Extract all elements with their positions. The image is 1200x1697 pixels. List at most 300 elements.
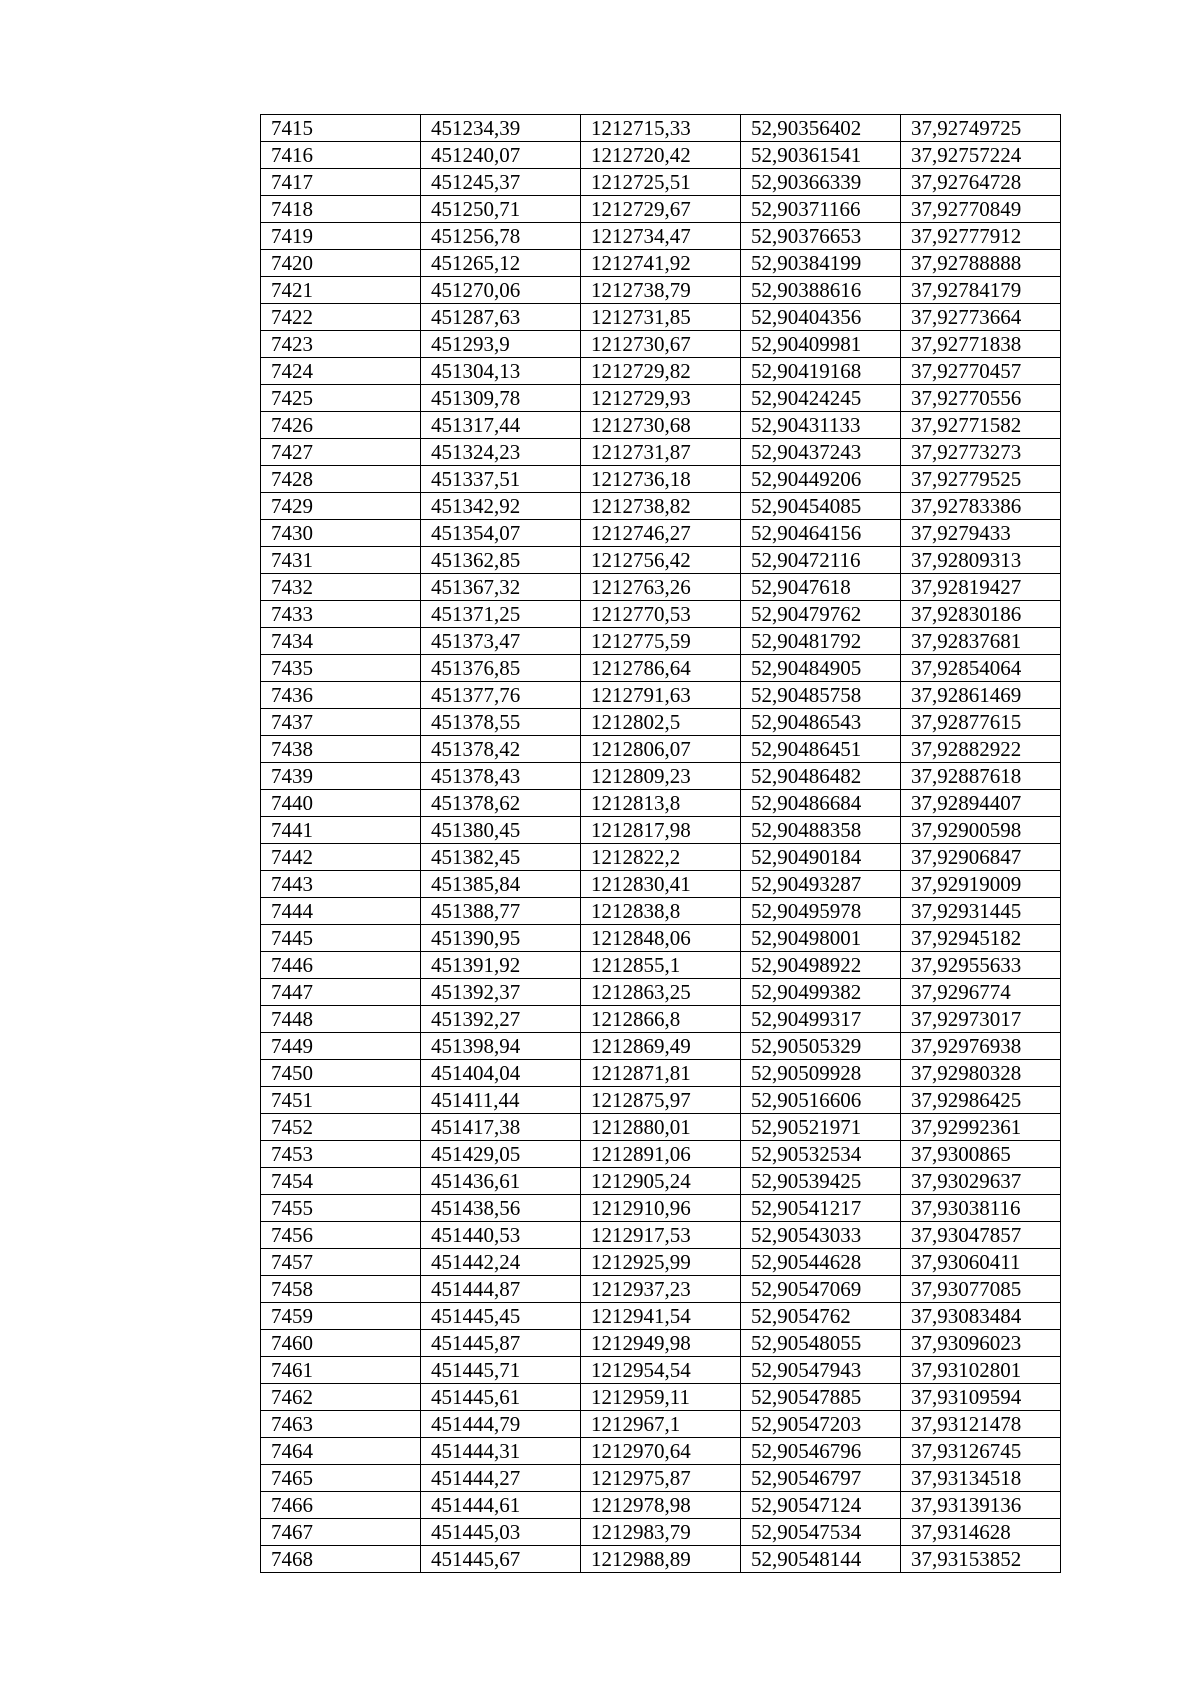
point-number-cell: 7436 <box>261 682 421 709</box>
point-number-cell: 7417 <box>261 169 421 196</box>
table-row <box>261 1303 1061 1330</box>
x-coordinate-cell: 451371,25 <box>421 601 581 628</box>
table-row <box>261 1141 1061 1168</box>
y-coordinate-cell: 1212917,53 <box>581 1222 741 1249</box>
point-number-cell: 7425 <box>261 385 421 412</box>
table-row <box>261 358 1061 385</box>
longitude-cell: 37,93029637 <box>901 1168 1061 1195</box>
point-number-cell: 7420 <box>261 250 421 277</box>
x-coordinate-cell: 451411,44 <box>421 1087 581 1114</box>
longitude-cell: 37,92919009 <box>901 871 1061 898</box>
x-coordinate-cell: 451444,79 <box>421 1411 581 1438</box>
latitude-cell: 52,90366339 <box>741 169 901 196</box>
point-number-cell: 7460 <box>261 1330 421 1357</box>
longitude-cell: 37,92784179 <box>901 277 1061 304</box>
x-coordinate-cell: 451373,47 <box>421 628 581 655</box>
latitude-cell: 52,90516606 <box>741 1087 901 1114</box>
longitude-cell: 37,9296774 <box>901 979 1061 1006</box>
y-coordinate-cell: 1212830,41 <box>581 871 741 898</box>
y-coordinate-cell: 1212715,33 <box>581 115 741 142</box>
x-coordinate-cell: 451287,63 <box>421 304 581 331</box>
x-coordinate-cell: 451378,43 <box>421 763 581 790</box>
x-coordinate-cell: 451378,42 <box>421 736 581 763</box>
x-coordinate-cell: 451440,53 <box>421 1222 581 1249</box>
x-coordinate-cell: 451391,92 <box>421 952 581 979</box>
table-row <box>261 1276 1061 1303</box>
longitude-cell: 37,92770849 <box>901 196 1061 223</box>
y-coordinate-cell: 1212925,99 <box>581 1249 741 1276</box>
longitude-cell: 37,92992361 <box>901 1114 1061 1141</box>
latitude-cell: 52,90548055 <box>741 1330 901 1357</box>
latitude-cell: 52,90488358 <box>741 817 901 844</box>
longitude-cell: 37,92770556 <box>901 385 1061 412</box>
point-number-cell: 7446 <box>261 952 421 979</box>
point-number-cell: 7455 <box>261 1195 421 1222</box>
point-number-cell: 7449 <box>261 1033 421 1060</box>
longitude-cell: 37,92980328 <box>901 1060 1061 1087</box>
x-coordinate-cell: 451444,61 <box>421 1492 581 1519</box>
x-coordinate-cell: 451324,23 <box>421 439 581 466</box>
point-number-cell: 7468 <box>261 1546 421 1573</box>
y-coordinate-cell: 1212988,89 <box>581 1546 741 1573</box>
latitude-cell: 52,90437243 <box>741 439 901 466</box>
longitude-cell: 37,92945182 <box>901 925 1061 952</box>
y-coordinate-cell: 1212910,96 <box>581 1195 741 1222</box>
y-coordinate-cell: 1212959,11 <box>581 1384 741 1411</box>
y-coordinate-cell: 1212891,06 <box>581 1141 741 1168</box>
y-coordinate-cell: 1212822,2 <box>581 844 741 871</box>
y-coordinate-cell: 1212875,97 <box>581 1087 741 1114</box>
table-row <box>261 385 1061 412</box>
longitude-cell: 37,93153852 <box>901 1546 1061 1573</box>
latitude-cell: 52,90499382 <box>741 979 901 1006</box>
longitude-cell: 37,92882922 <box>901 736 1061 763</box>
point-number-cell: 7423 <box>261 331 421 358</box>
table-row <box>261 790 1061 817</box>
latitude-cell: 52,90472116 <box>741 547 901 574</box>
point-number-cell: 7430 <box>261 520 421 547</box>
table-row <box>261 763 1061 790</box>
x-coordinate-cell: 451293,9 <box>421 331 581 358</box>
table-row <box>261 115 1061 142</box>
y-coordinate-cell: 1212802,5 <box>581 709 741 736</box>
x-coordinate-cell: 451342,92 <box>421 493 581 520</box>
longitude-cell: 37,93139136 <box>901 1492 1061 1519</box>
latitude-cell: 52,90424245 <box>741 385 901 412</box>
table-row <box>261 898 1061 925</box>
latitude-cell: 52,90404356 <box>741 304 901 331</box>
point-number-cell: 7453 <box>261 1141 421 1168</box>
point-number-cell: 7424 <box>261 358 421 385</box>
x-coordinate-cell: 451388,77 <box>421 898 581 925</box>
x-coordinate-cell: 451380,45 <box>421 817 581 844</box>
latitude-cell: 52,90409981 <box>741 331 901 358</box>
longitude-cell: 37,9314628 <box>901 1519 1061 1546</box>
y-coordinate-cell: 1212720,42 <box>581 142 741 169</box>
coordinates-table-body <box>261 115 1061 1573</box>
x-coordinate-cell: 451256,78 <box>421 223 581 250</box>
point-number-cell: 7456 <box>261 1222 421 1249</box>
longitude-cell: 37,92773664 <box>901 304 1061 331</box>
y-coordinate-cell: 1212729,82 <box>581 358 741 385</box>
x-coordinate-cell: 451398,94 <box>421 1033 581 1060</box>
longitude-cell: 37,93047857 <box>901 1222 1061 1249</box>
y-coordinate-cell: 1212866,8 <box>581 1006 741 1033</box>
latitude-cell: 52,90486482 <box>741 763 901 790</box>
latitude-cell: 52,9054762 <box>741 1303 901 1330</box>
point-number-cell: 7438 <box>261 736 421 763</box>
table-row <box>261 547 1061 574</box>
y-coordinate-cell: 1212730,68 <box>581 412 741 439</box>
table-row <box>261 1060 1061 1087</box>
table-row <box>261 412 1061 439</box>
y-coordinate-cell: 1212763,26 <box>581 574 741 601</box>
longitude-cell: 37,93109594 <box>901 1384 1061 1411</box>
table-row <box>261 1114 1061 1141</box>
y-coordinate-cell: 1212738,79 <box>581 277 741 304</box>
y-coordinate-cell: 1212806,07 <box>581 736 741 763</box>
table-row <box>261 250 1061 277</box>
y-coordinate-cell: 1212775,59 <box>581 628 741 655</box>
x-coordinate-cell: 451337,51 <box>421 466 581 493</box>
longitude-cell: 37,93077085 <box>901 1276 1061 1303</box>
longitude-cell: 37,9279433 <box>901 520 1061 547</box>
y-coordinate-cell: 1212905,24 <box>581 1168 741 1195</box>
table-row <box>261 736 1061 763</box>
table-row <box>261 1087 1061 1114</box>
point-number-cell: 7445 <box>261 925 421 952</box>
point-number-cell: 7441 <box>261 817 421 844</box>
table-row <box>261 1411 1061 1438</box>
latitude-cell: 52,90547885 <box>741 1384 901 1411</box>
table-row <box>261 331 1061 358</box>
latitude-cell: 52,90505329 <box>741 1033 901 1060</box>
point-number-cell: 7427 <box>261 439 421 466</box>
point-number-cell: 7447 <box>261 979 421 1006</box>
x-coordinate-cell: 451442,24 <box>421 1249 581 1276</box>
x-coordinate-cell: 451317,44 <box>421 412 581 439</box>
y-coordinate-cell: 1212730,67 <box>581 331 741 358</box>
latitude-cell: 52,90546796 <box>741 1438 901 1465</box>
table-row <box>261 574 1061 601</box>
y-coordinate-cell: 1212734,47 <box>581 223 741 250</box>
point-number-cell: 7428 <box>261 466 421 493</box>
longitude-cell: 37,92931445 <box>901 898 1061 925</box>
y-coordinate-cell: 1212731,85 <box>581 304 741 331</box>
point-number-cell: 7439 <box>261 763 421 790</box>
longitude-cell: 37,93121478 <box>901 1411 1061 1438</box>
latitude-cell: 52,90449206 <box>741 466 901 493</box>
x-coordinate-cell: 451445,45 <box>421 1303 581 1330</box>
point-number-cell: 7463 <box>261 1411 421 1438</box>
y-coordinate-cell: 1212741,92 <box>581 250 741 277</box>
point-number-cell: 7432 <box>261 574 421 601</box>
longitude-cell: 37,92837681 <box>901 628 1061 655</box>
x-coordinate-cell: 451444,27 <box>421 1465 581 1492</box>
longitude-cell: 37,92976938 <box>901 1033 1061 1060</box>
point-number-cell: 7421 <box>261 277 421 304</box>
point-number-cell: 7462 <box>261 1384 421 1411</box>
longitude-cell: 37,92894407 <box>901 790 1061 817</box>
x-coordinate-cell: 451378,62 <box>421 790 581 817</box>
x-coordinate-cell: 451367,32 <box>421 574 581 601</box>
table-row <box>261 1465 1061 1492</box>
latitude-cell: 52,90532534 <box>741 1141 901 1168</box>
latitude-cell: 52,90361541 <box>741 142 901 169</box>
x-coordinate-cell: 451445,87 <box>421 1330 581 1357</box>
table-row <box>261 655 1061 682</box>
longitude-cell: 37,92861469 <box>901 682 1061 709</box>
y-coordinate-cell: 1212967,1 <box>581 1411 741 1438</box>
latitude-cell: 52,90486684 <box>741 790 901 817</box>
y-coordinate-cell: 1212941,54 <box>581 1303 741 1330</box>
y-coordinate-cell: 1212817,98 <box>581 817 741 844</box>
x-coordinate-cell: 451377,76 <box>421 682 581 709</box>
y-coordinate-cell: 1212725,51 <box>581 169 741 196</box>
latitude-cell: 52,90481792 <box>741 628 901 655</box>
table-row <box>261 952 1061 979</box>
latitude-cell: 52,90521971 <box>741 1114 901 1141</box>
longitude-cell: 37,92749725 <box>901 115 1061 142</box>
x-coordinate-cell: 451309,78 <box>421 385 581 412</box>
point-number-cell: 7444 <box>261 898 421 925</box>
table-row <box>261 601 1061 628</box>
latitude-cell: 52,90486543 <box>741 709 901 736</box>
x-coordinate-cell: 451354,07 <box>421 520 581 547</box>
x-coordinate-cell: 451376,85 <box>421 655 581 682</box>
x-coordinate-cell: 451445,61 <box>421 1384 581 1411</box>
latitude-cell: 52,90544628 <box>741 1249 901 1276</box>
latitude-cell: 52,90498922 <box>741 952 901 979</box>
table-row <box>261 925 1061 952</box>
longitude-cell: 37,93083484 <box>901 1303 1061 1330</box>
point-number-cell: 7457 <box>261 1249 421 1276</box>
longitude-cell: 37,92819427 <box>901 574 1061 601</box>
x-coordinate-cell: 451240,07 <box>421 142 581 169</box>
table-row <box>261 1168 1061 1195</box>
point-number-cell: 7440 <box>261 790 421 817</box>
latitude-cell: 52,90547069 <box>741 1276 901 1303</box>
y-coordinate-cell: 1212809,23 <box>581 763 741 790</box>
point-number-cell: 7465 <box>261 1465 421 1492</box>
x-coordinate-cell: 451250,71 <box>421 196 581 223</box>
latitude-cell: 52,90493287 <box>741 871 901 898</box>
table-row <box>261 844 1061 871</box>
table-row <box>261 1033 1061 1060</box>
latitude-cell: 52,90464156 <box>741 520 901 547</box>
longitude-cell: 37,92773273 <box>901 439 1061 466</box>
y-coordinate-cell: 1212871,81 <box>581 1060 741 1087</box>
latitude-cell: 52,90495978 <box>741 898 901 925</box>
table-row <box>261 1519 1061 1546</box>
latitude-cell: 52,90419168 <box>741 358 901 385</box>
point-number-cell: 7422 <box>261 304 421 331</box>
point-number-cell: 7443 <box>261 871 421 898</box>
point-number-cell: 7415 <box>261 115 421 142</box>
x-coordinate-cell: 451444,87 <box>421 1276 581 1303</box>
longitude-cell: 37,92877615 <box>901 709 1061 736</box>
x-coordinate-cell: 451438,56 <box>421 1195 581 1222</box>
y-coordinate-cell: 1212729,67 <box>581 196 741 223</box>
coordinates-table <box>260 114 1061 1573</box>
y-coordinate-cell: 1212731,87 <box>581 439 741 466</box>
latitude-cell: 52,90546797 <box>741 1465 901 1492</box>
table-row <box>261 1357 1061 1384</box>
longitude-cell: 37,92788888 <box>901 250 1061 277</box>
y-coordinate-cell: 1212746,27 <box>581 520 741 547</box>
table-row <box>261 196 1061 223</box>
y-coordinate-cell: 1212756,42 <box>581 547 741 574</box>
latitude-cell: 52,90376653 <box>741 223 901 250</box>
table-row <box>261 682 1061 709</box>
y-coordinate-cell: 1212738,82 <box>581 493 741 520</box>
x-coordinate-cell: 451234,39 <box>421 115 581 142</box>
longitude-cell: 37,92771582 <box>901 412 1061 439</box>
latitude-cell: 52,90543033 <box>741 1222 901 1249</box>
longitude-cell: 37,92771838 <box>901 331 1061 358</box>
x-coordinate-cell: 451392,27 <box>421 1006 581 1033</box>
point-number-cell: 7452 <box>261 1114 421 1141</box>
latitude-cell: 52,90485758 <box>741 682 901 709</box>
longitude-cell: 37,92955633 <box>901 952 1061 979</box>
latitude-cell: 52,90479762 <box>741 601 901 628</box>
table-row <box>261 169 1061 196</box>
latitude-cell: 52,90431133 <box>741 412 901 439</box>
x-coordinate-cell: 451445,03 <box>421 1519 581 1546</box>
table-row <box>261 1006 1061 1033</box>
longitude-cell: 37,92986425 <box>901 1087 1061 1114</box>
table-row <box>261 1330 1061 1357</box>
longitude-cell: 37,92777912 <box>901 223 1061 250</box>
y-coordinate-cell: 1212954,54 <box>581 1357 741 1384</box>
y-coordinate-cell: 1212791,63 <box>581 682 741 709</box>
y-coordinate-cell: 1212937,23 <box>581 1276 741 1303</box>
point-number-cell: 7437 <box>261 709 421 736</box>
longitude-cell: 37,92900598 <box>901 817 1061 844</box>
y-coordinate-cell: 1212770,53 <box>581 601 741 628</box>
point-number-cell: 7450 <box>261 1060 421 1087</box>
point-number-cell: 7429 <box>261 493 421 520</box>
point-number-cell: 7454 <box>261 1168 421 1195</box>
longitude-cell: 37,92809313 <box>901 547 1061 574</box>
table-row <box>261 520 1061 547</box>
x-coordinate-cell: 451445,67 <box>421 1546 581 1573</box>
point-number-cell: 7426 <box>261 412 421 439</box>
longitude-cell: 37,92906847 <box>901 844 1061 871</box>
y-coordinate-cell: 1212975,87 <box>581 1465 741 1492</box>
y-coordinate-cell: 1212855,1 <box>581 952 741 979</box>
latitude-cell: 52,90486451 <box>741 736 901 763</box>
longitude-cell: 37,92887618 <box>901 763 1061 790</box>
x-coordinate-cell: 451378,55 <box>421 709 581 736</box>
point-number-cell: 7448 <box>261 1006 421 1033</box>
y-coordinate-cell: 1212786,64 <box>581 655 741 682</box>
table-row <box>261 493 1061 520</box>
x-coordinate-cell: 451436,61 <box>421 1168 581 1195</box>
longitude-cell: 37,92764728 <box>901 169 1061 196</box>
longitude-cell: 37,92973017 <box>901 1006 1061 1033</box>
table-row <box>261 466 1061 493</box>
y-coordinate-cell: 1212848,06 <box>581 925 741 952</box>
x-coordinate-cell: 451445,71 <box>421 1357 581 1384</box>
latitude-cell: 52,90499317 <box>741 1006 901 1033</box>
latitude-cell: 52,90509928 <box>741 1060 901 1087</box>
table-row <box>261 439 1061 466</box>
point-number-cell: 7434 <box>261 628 421 655</box>
table-row <box>261 817 1061 844</box>
longitude-cell: 37,93126745 <box>901 1438 1061 1465</box>
y-coordinate-cell: 1212729,93 <box>581 385 741 412</box>
table-row <box>261 1546 1061 1573</box>
latitude-cell: 52,90384199 <box>741 250 901 277</box>
latitude-cell: 52,90498001 <box>741 925 901 952</box>
x-coordinate-cell: 451382,45 <box>421 844 581 871</box>
point-number-cell: 7451 <box>261 1087 421 1114</box>
longitude-cell: 37,92779525 <box>901 466 1061 493</box>
x-coordinate-cell: 451404,04 <box>421 1060 581 1087</box>
point-number-cell: 7418 <box>261 196 421 223</box>
x-coordinate-cell: 451245,37 <box>421 169 581 196</box>
point-number-cell: 7442 <box>261 844 421 871</box>
latitude-cell: 52,9047618 <box>741 574 901 601</box>
x-coordinate-cell: 451265,12 <box>421 250 581 277</box>
table-row <box>261 1492 1061 1519</box>
latitude-cell: 52,90547124 <box>741 1492 901 1519</box>
longitude-cell: 37,92830186 <box>901 601 1061 628</box>
longitude-cell: 37,92770457 <box>901 358 1061 385</box>
point-number-cell: 7459 <box>261 1303 421 1330</box>
longitude-cell: 37,93102801 <box>901 1357 1061 1384</box>
y-coordinate-cell: 1212970,64 <box>581 1438 741 1465</box>
table-row <box>261 709 1061 736</box>
y-coordinate-cell: 1212949,98 <box>581 1330 741 1357</box>
table-row <box>261 277 1061 304</box>
table-row <box>261 1438 1061 1465</box>
latitude-cell: 52,90539425 <box>741 1168 901 1195</box>
longitude-cell: 37,93038116 <box>901 1195 1061 1222</box>
latitude-cell: 52,90356402 <box>741 115 901 142</box>
longitude-cell: 37,93096023 <box>901 1330 1061 1357</box>
y-coordinate-cell: 1212863,25 <box>581 979 741 1006</box>
latitude-cell: 52,90547534 <box>741 1519 901 1546</box>
longitude-cell: 37,92854064 <box>901 655 1061 682</box>
point-number-cell: 7419 <box>261 223 421 250</box>
latitude-cell: 52,90490184 <box>741 844 901 871</box>
latitude-cell: 52,90541217 <box>741 1195 901 1222</box>
table-row <box>261 1384 1061 1411</box>
x-coordinate-cell: 451362,85 <box>421 547 581 574</box>
latitude-cell: 52,90547943 <box>741 1357 901 1384</box>
latitude-cell: 52,90484905 <box>741 655 901 682</box>
longitude-cell: 37,9300865 <box>901 1141 1061 1168</box>
latitude-cell: 52,90371166 <box>741 196 901 223</box>
point-number-cell: 7466 <box>261 1492 421 1519</box>
x-coordinate-cell: 451270,06 <box>421 277 581 304</box>
point-number-cell: 7416 <box>261 142 421 169</box>
x-coordinate-cell: 451444,31 <box>421 1438 581 1465</box>
latitude-cell: 52,90547203 <box>741 1411 901 1438</box>
y-coordinate-cell: 1212880,01 <box>581 1114 741 1141</box>
x-coordinate-cell: 451417,38 <box>421 1114 581 1141</box>
longitude-cell: 37,93134518 <box>901 1465 1061 1492</box>
point-number-cell: 7467 <box>261 1519 421 1546</box>
x-coordinate-cell: 451429,05 <box>421 1141 581 1168</box>
point-number-cell: 7464 <box>261 1438 421 1465</box>
point-number-cell: 7435 <box>261 655 421 682</box>
longitude-cell: 37,92757224 <box>901 142 1061 169</box>
point-number-cell: 7433 <box>261 601 421 628</box>
latitude-cell: 52,90454085 <box>741 493 901 520</box>
